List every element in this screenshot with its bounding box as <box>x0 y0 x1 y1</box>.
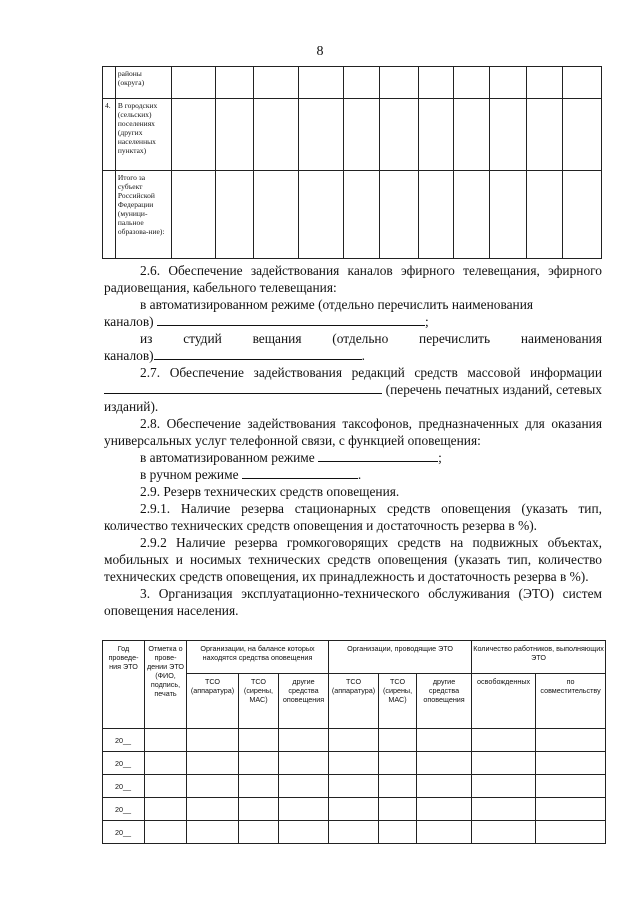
year-cell: 20__ <box>103 752 145 775</box>
section-2-6: 2.6. Обеспечение задействования каналов эфирного телевещания, эфирного радиовещания, кабельного телевещания: <box>104 263 602 295</box>
sub-tso-siren: ТСО (сирены, МАС) <box>239 674 279 729</box>
sub-tso-siren: ТСО (сирены, МАС) <box>379 674 417 729</box>
fill-line[interactable] <box>318 450 438 462</box>
table-row <box>103 798 606 821</box>
section-2-9-1: 2.9.1. Наличие резерва стационарных средств оповещения (указать тип, количество технических средств оповещения и достаточность резерва в %). <box>104 501 602 533</box>
section-2-8-manual: в ручном режиме . <box>140 467 362 482</box>
row-label: В городских (сельских) поселениях (других населенных пунктах) <box>115 99 171 171</box>
year-cell: 20__ <box>103 821 145 844</box>
fill-line[interactable] <box>242 467 358 479</box>
year-cell: 20__ <box>103 729 145 752</box>
sub-other: другие средства оповещения <box>279 674 329 729</box>
table-row <box>103 775 606 798</box>
page-number: 8 <box>316 44 324 59</box>
section-2-9: 2.9. Резерв технических средств оповещения. <box>140 484 400 499</box>
table-row <box>103 729 606 752</box>
fill-line[interactable] <box>154 348 362 360</box>
year-cell: 20__ <box>103 798 145 821</box>
section-2-9-2: 2.9.2 Наличие резерва громкоговорящих средств на подвижных объектах, мобильных и носимых технических средств оповещения (указать тип, количество технических средств оповещения, их принадлежность и достаточность резерва в %). <box>104 535 602 584</box>
section-2-6-auto-end: каналов) ; <box>104 314 429 329</box>
row-number <box>103 171 116 259</box>
row-label: районы (округа) <box>115 67 171 99</box>
section-2-8: 2.8. Обеспечение задействования таксофонов, предназначенных для оказания универсальных услуг телефонной связи, с функцией оповещения: <box>104 416 602 448</box>
section-2-6-auto: в автоматизированном режиме (отдельно перечислить наименования <box>140 297 534 312</box>
col-org-eto: Организации, проводящие ЭТО <box>329 641 472 674</box>
table-eto <box>102 640 606 844</box>
col-mark: Отметка о прове-дении ЭТО (ФИО, подпись, печать <box>145 641 187 729</box>
table-row <box>103 67 602 99</box>
table-row <box>103 99 602 171</box>
col-org-balance: Организации, на балансе которых находятся средства оповещения <box>187 641 329 674</box>
col-year: Год проведе-ния ЭТО <box>103 641 145 729</box>
section-2-8-auto: в автоматизированном режиме ; <box>140 450 442 465</box>
section-3: 3. Организация эксплуатационно-технического обслуживания (ЭТО) систем оповещения населения. <box>104 586 602 618</box>
sub-other: другие средства оповещения <box>417 674 472 729</box>
table-row <box>103 171 602 259</box>
row-number <box>103 67 116 99</box>
sub-released: освобожденных <box>472 674 536 729</box>
fill-line[interactable] <box>157 314 425 326</box>
fill-line[interactable] <box>104 382 382 394</box>
section-2-6-studio: из студий вещания (отдельно перечислить наименования <box>140 331 602 346</box>
sub-tso-app: ТСО (аппаратура) <box>187 674 239 729</box>
sub-part-time: по совместительству <box>536 674 606 729</box>
section-2-6-studio-end: каналов) . <box>104 348 365 363</box>
table-header-row <box>103 641 606 674</box>
body-text <box>104 262 602 619</box>
row-label: Итого за субъект Российской Федерации (муници-пальное образова-ние): <box>115 171 171 259</box>
section-2-7: 2.7. Обеспечение задействования редакций средств массовой информации (перечень печатных изданий, сетевых изданий). <box>104 365 602 414</box>
year-cell: 20__ <box>103 775 145 798</box>
table-row <box>103 752 606 775</box>
sub-tso-app: ТСО (аппаратура) <box>329 674 379 729</box>
col-staff: Количество работников, выполняющих ЭТО <box>472 641 606 674</box>
row-number: 4. <box>103 99 116 171</box>
table-alert-coverage <box>102 66 602 259</box>
table-row <box>103 821 606 844</box>
